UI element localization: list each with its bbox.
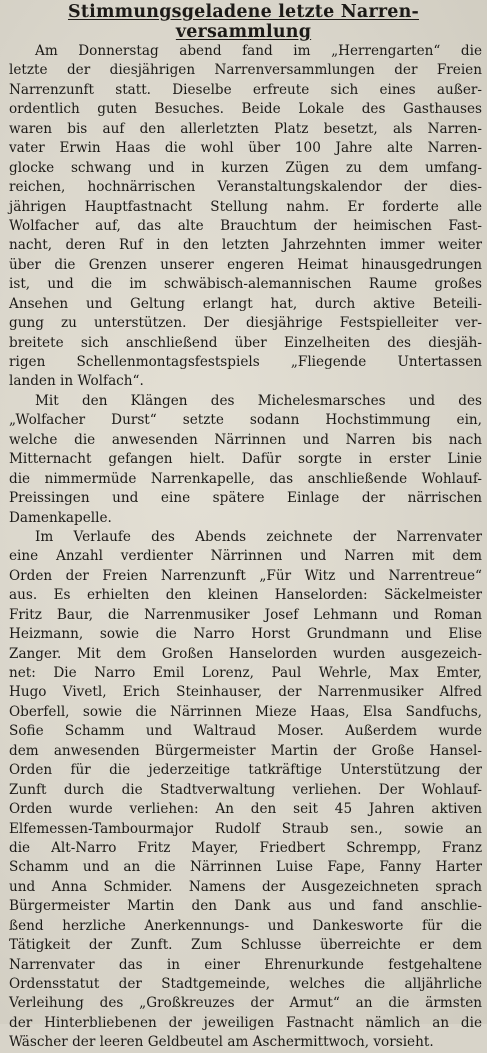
text-line: letzte der diesjährigen Narrenversammlungen der Freien xyxy=(9,62,482,79)
headline-line-1: Stimmungsgeladene letzte Narren- xyxy=(67,2,420,22)
text-line: Ansehen und Geltung erlangt hat, durch aktive Beteili- xyxy=(9,295,482,312)
text-line: Orden wurde verliehen: An den seit 45 Jahren aktiven xyxy=(9,801,482,818)
text-line: ßend herzliche Anerkennungs- und Dankesworte für die xyxy=(9,917,482,934)
text-line: die nimmermüde Narrenkapelle, das anschließende Wohlauf- xyxy=(9,470,482,487)
text-line: breitete sich anschließend über Einzelheiten des diesjäh- xyxy=(9,334,482,351)
text-line: Damenkapelle. xyxy=(9,509,112,526)
text-line: waren bis auf den allerletzten Platz besetzt, als Narren- xyxy=(9,120,482,137)
text-line: Heizmann, sowie die Narro Horst Grundmann und Elise xyxy=(9,626,482,643)
text-line: Zanger. Mit dem Großen Hanselorden wurden ausgezeich- xyxy=(9,645,482,662)
text-line: ordentlich guten Besuches. Beide Lokale des Gasthauses xyxy=(9,101,482,118)
text-line: Ordensstatut der Stadtgemeinde, welches die alljährliche xyxy=(9,976,482,992)
text-line: Narrenvater das in einer Ehrenurkunde festgehaltene xyxy=(9,956,482,973)
text-line: über die Grenzen unserer engeren Heimat hinausgedrungen xyxy=(9,256,482,273)
text-line: dem anwesenden Bürgermeister Martin der Große Hansel- xyxy=(9,742,482,759)
text-line: welche die anwesenden Närrinnen und Narren bis nach xyxy=(9,431,482,448)
text-line: Narrenzunft statt. Dieselbe erfreute sich eines außer- xyxy=(9,81,482,98)
text-line: Sofie Schamm und Waltraud Moser. Außerdem wurde xyxy=(9,723,482,740)
article-paragraph xyxy=(9,42,482,392)
text-line: landen in Wolfach“. xyxy=(9,373,144,390)
text-line: gung zu unterstützen. Der diesjährige Festspielleiter ver- xyxy=(9,315,482,332)
text-line: Preissingen und eine spätere Einlage der närrischen xyxy=(9,490,482,507)
text-line: Fritz Baur, die Narrenmusiker Josef Lehmann und Roman xyxy=(9,606,482,623)
text-line: Mit den Klängen des Michelesmarsches und des xyxy=(35,392,482,409)
article-paragraph xyxy=(9,392,482,528)
text-line: Hugo Vivetl, Erich Steinhauser, der Narrenmusiker Alfred xyxy=(9,684,482,701)
text-line: eine Anzahl verdienter Närrinnen und Narren mit dem xyxy=(9,548,482,565)
text-line: aus. Es erhielten den kleinen Hanselorden: Säckelmeister xyxy=(9,587,482,604)
text-line: ist, und die im schwäbisch-alemannischen Raume großes xyxy=(9,276,482,293)
text-line: Orden für die jederzeitige tatkräftige Unterstützung der xyxy=(9,762,482,779)
article-paragraph xyxy=(9,528,482,1053)
text-line: Tätigkeit der Zunft. Zum Schlusse überreichte er dem xyxy=(9,937,482,954)
text-line: Oberfell, sowie die Närrinnen Mieze Haas, Elsa Sandfuchs, xyxy=(9,703,482,720)
text-line: Im Verlaufe des Abends zeichnete der Narrenvater xyxy=(35,528,482,545)
text-line: rigen Schellenmontagsfestspiels „Fliegende Untertassen xyxy=(9,354,482,370)
article-body xyxy=(9,42,482,1053)
text-line: glocke schwang und in kurzen Zügen zu dem umfang- xyxy=(9,159,482,176)
headline-line-2: versammlung xyxy=(175,22,312,42)
article-headline xyxy=(0,0,487,42)
text-line: Elfemessen-Tambourmajor Rudolf Straub sen., sowie an xyxy=(9,820,482,837)
text-line: Orden der Freien Narrenzunft „Für Witz und Narrentreue“ xyxy=(9,567,482,584)
text-line: Wäscher der leeren Geldbeutel am Aschermittwoch, vorsieht. xyxy=(9,1034,434,1051)
text-line: „Wolfacher Durst“ setzte sodann Hochstimmung ein, xyxy=(9,412,482,429)
text-line: Am Donnerstag abend fand im „Herrengarten“ die xyxy=(35,43,482,59)
text-line: vater Erwin Haas die wohl über 100 Jahre alte Narren- xyxy=(9,140,482,157)
text-line: der Hinterbliebenen der jeweiligen Fastnacht nämlich an die xyxy=(9,1014,482,1031)
text-line: net: Die Narro Emil Lorenz, Paul Wehrle, Max Emter, xyxy=(9,665,482,681)
text-line: die Alt-Narro Fritz Mayer, Friedbert Schrempp, Franz xyxy=(9,839,482,856)
text-line: Schamm und an die Närrinnen Luise Fape, Fanny Harter xyxy=(9,859,482,876)
text-line: Wolfacher auf, das alte Brauchtum der heimischen Fast- xyxy=(9,217,482,234)
text-line: reichen, hochnärrischen Veranstaltungskalendor der dies- xyxy=(9,179,482,196)
text-line: Verleihung des „Großkreuzes der Armut“ an die ärmsten xyxy=(9,995,482,1012)
text-line: nacht, deren Ruf in den letzten Jahrzehnten immer weiter xyxy=(9,237,482,254)
text-line: jährigen Hauptfastnacht Stellung nahm. Er forderte alle xyxy=(9,198,482,215)
text-line: Mitternacht gefangen hielt. Dafür sorgte in erster Linie xyxy=(9,451,482,468)
text-line: Zunft durch die Stadtverwaltung verliehen. Der Wohlauf- xyxy=(9,781,482,798)
text-line: Bürgermeister Martin den Dank aus und fand anschlie- xyxy=(9,898,482,915)
text-line: und Anna Schmider. Namens der Ausgezeichneten sprach xyxy=(9,878,482,895)
